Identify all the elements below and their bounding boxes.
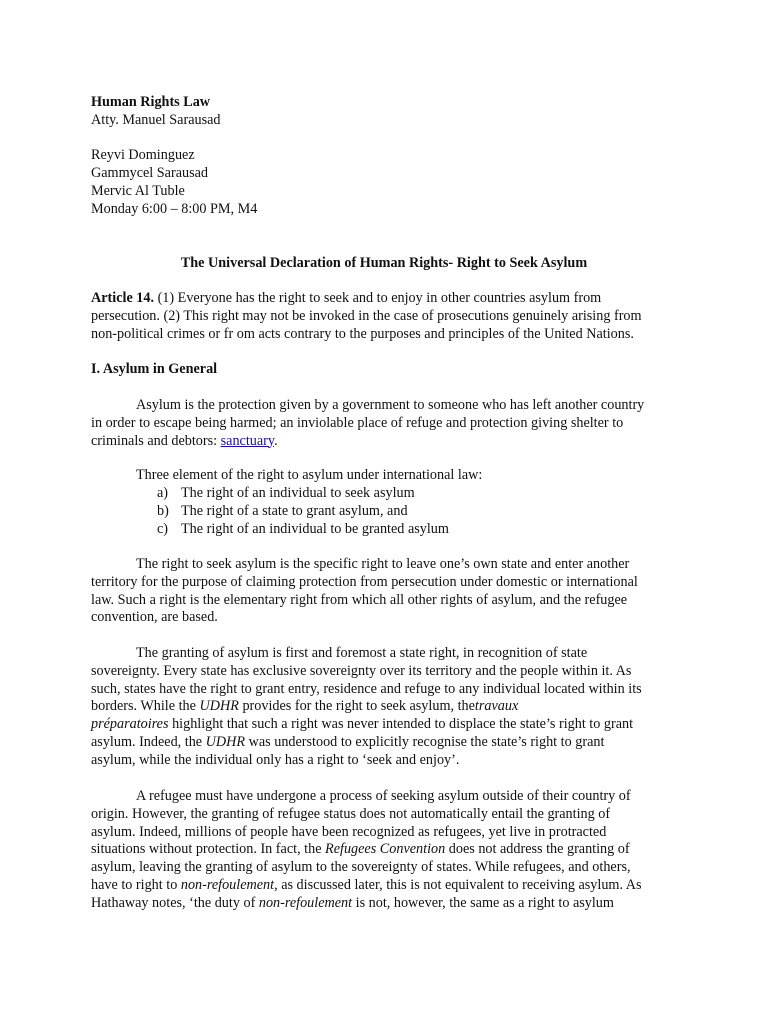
- article-text: non-political crimes or fr om acts contrary to the purposes and principles of the United Nations.: [91, 325, 634, 342]
- course-title: Human Rights Law: [91, 94, 211, 110]
- member-name: Reyvi Dominguez: [91, 147, 195, 164]
- article-label: Article 14.: [91, 290, 155, 306]
- article-14: [91, 290, 681, 343]
- member-name: Mervic Al Tuble: [91, 182, 185, 199]
- elements-list: [157, 485, 449, 538]
- list-item: c) The right of an individual to be granted asylum: [157, 520, 449, 537]
- elements-intro: Three element of the right to asylum under international law:: [136, 467, 483, 483]
- paragraph-refugee-status: A refugee must have undergone a process of seeking asylum outside of their country of origin. However, the granting of refugee status does not automatically entail the granting of asylum. Indeed, millions of people have been recognized as refugees, yet live in protracted situations without protection. In fact, the Refugees Convention does not address the granting of asylum, leaving the granting of asylum to the sovereignty of states. While refugees, and others, have to right to non-refoulement, as discussed later, this is not equivalent to receiving asylum. As Hathaway notes, ‘the duty of non-refoulement is not, however, the same as a right to asylum: [91, 788, 642, 911]
- paragraph-right-to-seek: The right to seek asylum is the specific right to leave one’s own state and enter another territory for the purpose of claiming protection from persecution under domestic or international law. Such a right is the elementary right from which all other rights of asylum, and the refugee convention, are based.: [91, 556, 638, 626]
- paragraph-asylum-definition: Asylum is the protection given by a government to someone who has left another country in order to escape being harmed; an inviolable place of refuge and protection giving shelter to criminals and debtors: sanctuary.: [91, 397, 645, 449]
- article-text: persecution. (2) This right may not be invoked in the case of prosecutions genuinely arising from: [91, 307, 642, 324]
- paragraph-state-right: The granting of asylum is first and foremost a state right, in recognition of state sovereignty. Every state has exclusive sovereignty over its territory and the people within it. As such, states have the right to grant entry, residence and refuge to any individual located within its borders. While the UDHR provides for the right to seek asylum, thetravaux préparatoires highlight that such a right was never intended to displace the state’s right to grant asylum. Indeed, the UDHR was understood to explicitly recognise the state’s right to grant asylum, while the individual only has a right to ‘seek and enjoy’.: [91, 645, 642, 768]
- member-name: Gammycel Sarausad: [91, 165, 209, 182]
- document-title: The Universal Declaration of Human Rights- Right to Seek Asylum: [180, 255, 588, 271]
- document-header: [91, 94, 681, 219]
- list-item: a) The right of an individual to seek asylum: [157, 485, 415, 501]
- section-heading: I. Asylum in General: [91, 361, 218, 377]
- sanctuary-link[interactable]: sanctuary: [220, 432, 275, 449]
- article-text: (1) Everyone has the right to seek and to enjoy in other countries asylum from: [154, 290, 602, 306]
- list-item: b) The right of a state to grant asylum, and: [157, 502, 408, 519]
- class-schedule: Monday 6:00 – 8:00 PM, M4: [91, 200, 258, 217]
- instructor-name: Atty. Manuel Sarausad: [91, 111, 221, 128]
